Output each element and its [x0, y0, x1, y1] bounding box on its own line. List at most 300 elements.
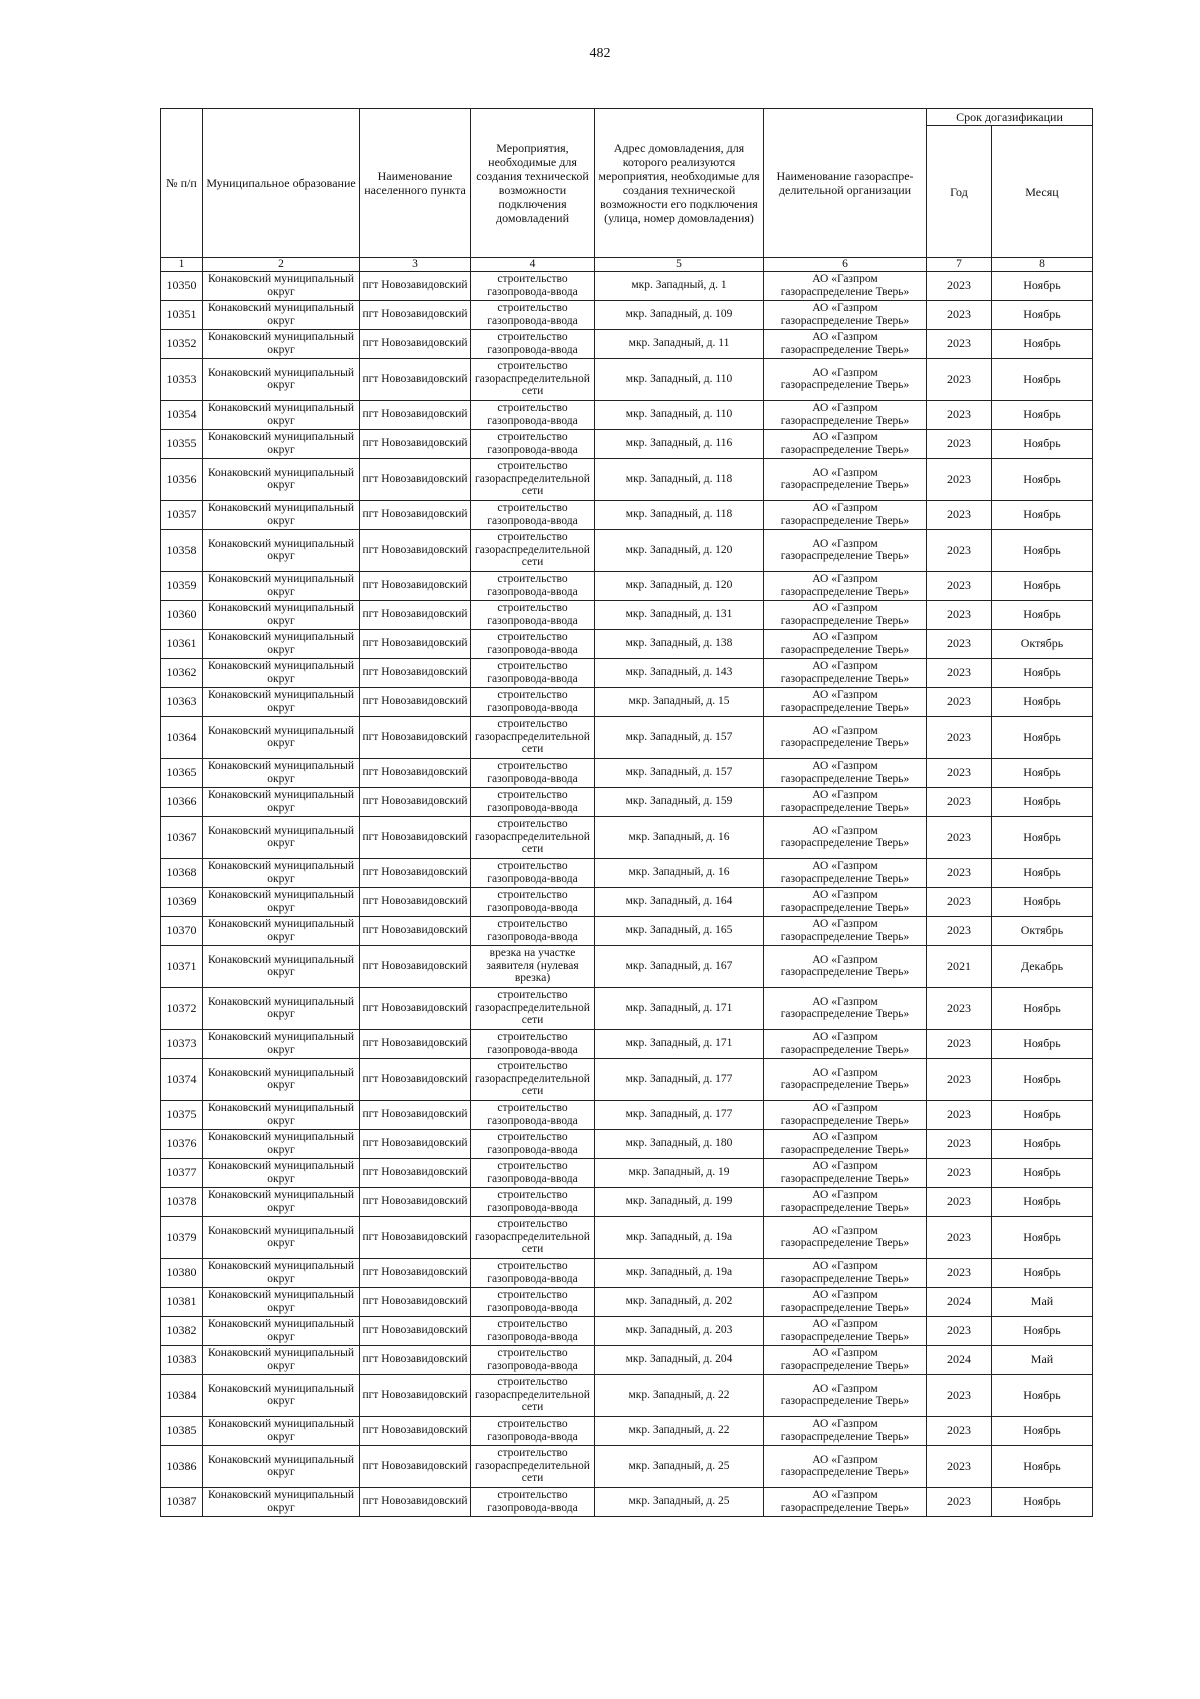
cell-organization: АО «Газпром газораспределение Тверь»: [764, 429, 927, 458]
cell-settlement: пгт Новозавидовский: [360, 429, 471, 458]
cell-municipality: Конаковский муниципальный округ: [203, 916, 360, 945]
cell-address: мкр. Западный, д. 157: [595, 716, 764, 758]
cell-row-number: 10374: [161, 1058, 203, 1100]
cell-settlement: пгт Новозавидовский: [360, 600, 471, 629]
cell-address: мкр. Западный, д. 116: [595, 429, 764, 458]
cell-municipality: Конаковский муниципальный округ: [203, 1058, 360, 1100]
cell-settlement: пгт Новозавидовский: [360, 1100, 471, 1129]
cell-month: Ноябрь: [992, 358, 1093, 400]
header-municipality: Муниципальное образование: [203, 109, 360, 258]
cell-month: Ноябрь: [992, 400, 1093, 429]
cell-address: мкр. Западный, д. 19а: [595, 1258, 764, 1287]
column-number: 3: [360, 258, 471, 272]
cell-year: 2023: [927, 1029, 992, 1058]
table-row: [161, 858, 1093, 887]
table-row: [161, 1187, 1093, 1216]
cell-settlement: пгт Новозавидовский: [360, 858, 471, 887]
cell-measure: строительство газораспределительной сети: [471, 529, 595, 571]
table-row: [161, 1058, 1093, 1100]
cell-municipality: Конаковский муниципальный округ: [203, 300, 360, 329]
cell-year: 2023: [927, 787, 992, 816]
cell-settlement: пгт Новозавидовский: [360, 1487, 471, 1516]
cell-year: 2023: [927, 458, 992, 500]
cell-settlement: пгт Новозавидовский: [360, 529, 471, 571]
cell-municipality: Конаковский муниципальный округ: [203, 1487, 360, 1516]
cell-measure: строительство газораспределительной сети: [471, 987, 595, 1029]
cell-settlement: пгт Новозавидовский: [360, 458, 471, 500]
cell-month: Ноябрь: [992, 1216, 1093, 1258]
cell-row-number: 10373: [161, 1029, 203, 1058]
cell-row-number: 10379: [161, 1216, 203, 1258]
cell-row-number: 10381: [161, 1287, 203, 1316]
cell-municipality: Конаковский муниципальный округ: [203, 529, 360, 571]
cell-measure: строительство газопровода-ввода: [471, 1258, 595, 1287]
cell-measure: строительство газопровода-ввода: [471, 1029, 595, 1058]
column-number: 7: [927, 258, 992, 272]
cell-year: 2023: [927, 816, 992, 858]
cell-address: мкр. Западный, д. 165: [595, 916, 764, 945]
cell-organization: АО «Газпром газораспределение Тверь»: [764, 529, 927, 571]
cell-month: Ноябрь: [992, 571, 1093, 600]
cell-month: Ноябрь: [992, 716, 1093, 758]
cell-organization: АО «Газпром газораспределение Тверь»: [764, 1216, 927, 1258]
cell-row-number: 10386: [161, 1445, 203, 1487]
cell-municipality: Конаковский муниципальный округ: [203, 500, 360, 529]
cell-measure: строительство газопровода-ввода: [471, 400, 595, 429]
cell-month: Ноябрь: [992, 529, 1093, 571]
cell-address: мкр. Западный, д. 157: [595, 758, 764, 787]
cell-year: 2023: [927, 271, 992, 300]
cell-row-number: 10360: [161, 600, 203, 629]
cell-measure: строительство газопровода-ввода: [471, 1129, 595, 1158]
cell-row-number: 10385: [161, 1416, 203, 1445]
cell-organization: АО «Газпром газораспределение Тверь»: [764, 1316, 927, 1345]
cell-address: мкр. Западный, д. 177: [595, 1100, 764, 1129]
cell-month: Ноябрь: [992, 300, 1093, 329]
cell-settlement: пгт Новозавидовский: [360, 1258, 471, 1287]
cell-measure: строительство газораспределительной сети: [471, 716, 595, 758]
cell-municipality: Конаковский муниципальный округ: [203, 658, 360, 687]
cell-organization: АО «Газпром газораспределение Тверь»: [764, 1100, 927, 1129]
cell-year: 2023: [927, 1187, 992, 1216]
cell-organization: АО «Газпром газораспределение Тверь»: [764, 1158, 927, 1187]
cell-row-number: 10377: [161, 1158, 203, 1187]
cell-settlement: пгт Новозавидовский: [360, 358, 471, 400]
cell-year: 2023: [927, 629, 992, 658]
cell-month: Ноябрь: [992, 687, 1093, 716]
cell-year: 2023: [927, 429, 992, 458]
cell-row-number: 10354: [161, 400, 203, 429]
cell-month: Ноябрь: [992, 1487, 1093, 1516]
table-row: [161, 816, 1093, 858]
column-number: 6: [764, 258, 927, 272]
cell-year: 2023: [927, 1216, 992, 1258]
column-number: 8: [992, 258, 1093, 272]
cell-settlement: пгт Новозавидовский: [360, 1058, 471, 1100]
cell-month: Ноябрь: [992, 816, 1093, 858]
cell-row-number: 10370: [161, 916, 203, 945]
cell-row-number: 10368: [161, 858, 203, 887]
cell-measure: строительство газопровода-ввода: [471, 329, 595, 358]
cell-year: 2024: [927, 1287, 992, 1316]
table-row: [161, 571, 1093, 600]
cell-year: 2023: [927, 987, 992, 1029]
table-row: [161, 1374, 1093, 1416]
cell-month: Ноябрь: [992, 1129, 1093, 1158]
cell-organization: АО «Газпром газораспределение Тверь»: [764, 571, 927, 600]
cell-row-number: 10382: [161, 1316, 203, 1345]
cell-row-number: 10351: [161, 300, 203, 329]
cell-measure: врезка на участке заявителя (нулевая врезка): [471, 945, 595, 987]
cell-measure: строительство газораспределительной сети: [471, 1374, 595, 1416]
cell-month: Ноябрь: [992, 271, 1093, 300]
cell-year: 2023: [927, 358, 992, 400]
table-body: [161, 271, 1093, 1516]
cell-measure: строительство газораспределительной сети: [471, 358, 595, 400]
cell-month: Ноябрь: [992, 1058, 1093, 1100]
cell-settlement: пгт Новозавидовский: [360, 1158, 471, 1187]
cell-measure: строительство газопровода-ввода: [471, 658, 595, 687]
cell-organization: АО «Газпром газораспределение Тверь»: [764, 358, 927, 400]
table-row: [161, 458, 1093, 500]
column-number: 1: [161, 258, 203, 272]
header-year: Год: [927, 126, 992, 258]
header-no: № п/п: [161, 109, 203, 258]
cell-month: Ноябрь: [992, 887, 1093, 916]
cell-address: мкр. Западный, д. 143: [595, 658, 764, 687]
cell-measure: строительство газопровода-ввода: [471, 787, 595, 816]
cell-organization: АО «Газпром газораспределение Тверь»: [764, 1287, 927, 1316]
cell-address: мкр. Западный, д. 167: [595, 945, 764, 987]
cell-address: мкр. Западный, д. 203: [595, 1316, 764, 1345]
table-row: [161, 687, 1093, 716]
cell-year: 2023: [927, 916, 992, 945]
cell-address: мкр. Западный, д. 110: [595, 400, 764, 429]
cell-month: Октябрь: [992, 916, 1093, 945]
cell-row-number: 10375: [161, 1100, 203, 1129]
cell-month: Ноябрь: [992, 1416, 1093, 1445]
cell-month: Ноябрь: [992, 658, 1093, 687]
cell-organization: АО «Газпром газораспределение Тверь»: [764, 600, 927, 629]
cell-municipality: Конаковский муниципальный округ: [203, 1374, 360, 1416]
cell-month: Ноябрь: [992, 500, 1093, 529]
cell-municipality: Конаковский муниципальный округ: [203, 1416, 360, 1445]
cell-organization: АО «Газпром газораспределение Тверь»: [764, 945, 927, 987]
column-number: 2: [203, 258, 360, 272]
cell-row-number: 10380: [161, 1258, 203, 1287]
cell-year: 2023: [927, 1158, 992, 1187]
cell-row-number: 10366: [161, 787, 203, 816]
cell-municipality: Конаковский муниципальный округ: [203, 1316, 360, 1345]
cell-organization: АО «Газпром газораспределение Тверь»: [764, 271, 927, 300]
table-row: [161, 1287, 1093, 1316]
cell-row-number: 10371: [161, 945, 203, 987]
cell-address: мкр. Западный, д. 180: [595, 1129, 764, 1158]
cell-year: 2023: [927, 1487, 992, 1516]
cell-municipality: Конаковский муниципальный округ: [203, 1100, 360, 1129]
cell-organization: АО «Газпром газораспределение Тверь»: [764, 858, 927, 887]
cell-year: 2023: [927, 658, 992, 687]
cell-address: мкр. Западный, д. 19: [595, 1158, 764, 1187]
table-row: [161, 1345, 1093, 1374]
cell-month: Ноябрь: [992, 1029, 1093, 1058]
cell-year: 2023: [927, 600, 992, 629]
cell-month: Май: [992, 1287, 1093, 1316]
cell-settlement: пгт Новозавидовский: [360, 1445, 471, 1487]
cell-municipality: Конаковский муниципальный округ: [203, 600, 360, 629]
cell-settlement: пгт Новозавидовский: [360, 1345, 471, 1374]
cell-measure: строительство газопровода-ввода: [471, 500, 595, 529]
cell-measure: строительство газопровода-ввода: [471, 1416, 595, 1445]
cell-address: мкр. Западный, д. 25: [595, 1487, 764, 1516]
cell-organization: АО «Газпром газораспределение Тверь»: [764, 1258, 927, 1287]
cell-organization: АО «Газпром газораспределение Тверь»: [764, 758, 927, 787]
cell-year: 2023: [927, 1374, 992, 1416]
cell-month: Ноябрь: [992, 600, 1093, 629]
cell-year: 2021: [927, 945, 992, 987]
cell-year: 2024: [927, 1345, 992, 1374]
cell-organization: АО «Газпром газораспределение Тверь»: [764, 500, 927, 529]
cell-organization: АО «Газпром газораспределение Тверь»: [764, 987, 927, 1029]
cell-settlement: пгт Новозавидовский: [360, 887, 471, 916]
cell-municipality: Конаковский муниципальный округ: [203, 887, 360, 916]
cell-address: мкр. Западный, д. 25: [595, 1445, 764, 1487]
cell-measure: строительство газопровода-ввода: [471, 858, 595, 887]
cell-address: мкр. Западный, д. 118: [595, 500, 764, 529]
table-row: [161, 916, 1093, 945]
cell-municipality: Конаковский муниципальный округ: [203, 1258, 360, 1287]
cell-municipality: Конаковский муниципальный округ: [203, 716, 360, 758]
table-row: [161, 429, 1093, 458]
cell-year: 2023: [927, 1058, 992, 1100]
table-row: [161, 787, 1093, 816]
table-row: [161, 1316, 1093, 1345]
cell-month: Ноябрь: [992, 1316, 1093, 1345]
cell-address: мкр. Западный, д. 22: [595, 1416, 764, 1445]
cell-address: мкр. Западный, д. 16: [595, 858, 764, 887]
table-row: [161, 358, 1093, 400]
cell-month: Октябрь: [992, 629, 1093, 658]
cell-municipality: Конаковский муниципальный округ: [203, 1445, 360, 1487]
cell-row-number: 10369: [161, 887, 203, 916]
cell-address: мкр. Западный, д. 22: [595, 1374, 764, 1416]
cell-organization: АО «Газпром газораспределение Тверь»: [764, 816, 927, 858]
cell-measure: строительство газопровода-ввода: [471, 887, 595, 916]
cell-address: мкр. Западный, д. 171: [595, 1029, 764, 1058]
cell-settlement: пгт Новозавидовский: [360, 658, 471, 687]
cell-year: 2023: [927, 500, 992, 529]
cell-municipality: Конаковский муниципальный округ: [203, 1187, 360, 1216]
table-row: [161, 400, 1093, 429]
cell-month: Ноябрь: [992, 987, 1093, 1029]
cell-settlement: пгт Новозавидовский: [360, 1129, 471, 1158]
cell-municipality: Конаковский муниципальный округ: [203, 1345, 360, 1374]
cell-measure: строительство газораспределительной сети: [471, 1216, 595, 1258]
table-row: [161, 1129, 1093, 1158]
cell-municipality: Конаковский муниципальный округ: [203, 945, 360, 987]
header-organization: Наименование газораспре-делительной организации: [764, 109, 927, 258]
cell-row-number: 10372: [161, 987, 203, 1029]
cell-municipality: Конаковский муниципальный округ: [203, 400, 360, 429]
cell-year: 2023: [927, 1258, 992, 1287]
cell-month: Ноябрь: [992, 1100, 1093, 1129]
cell-row-number: 10384: [161, 1374, 203, 1416]
cell-row-number: 10352: [161, 329, 203, 358]
cell-row-number: 10383: [161, 1345, 203, 1374]
table-row: [161, 987, 1093, 1029]
cell-settlement: пгт Новозавидовский: [360, 816, 471, 858]
cell-month: Ноябрь: [992, 858, 1093, 887]
cell-row-number: 10361: [161, 629, 203, 658]
cell-settlement: пгт Новозавидовский: [360, 945, 471, 987]
cell-organization: АО «Газпром газораспределение Тверь»: [764, 1187, 927, 1216]
cell-month: Ноябрь: [992, 758, 1093, 787]
cell-address: мкр. Западный, д. 110: [595, 358, 764, 400]
cell-settlement: пгт Новозавидовский: [360, 1416, 471, 1445]
cell-measure: строительство газопровода-ввода: [471, 1287, 595, 1316]
cell-measure: строительство газопровода-ввода: [471, 271, 595, 300]
cell-row-number: 10364: [161, 716, 203, 758]
page-number: 482: [589, 46, 611, 61]
cell-organization: АО «Газпром газораспределение Тверь»: [764, 300, 927, 329]
cell-year: 2023: [927, 758, 992, 787]
cell-measure: строительство газопровода-ввода: [471, 1158, 595, 1187]
cell-address: мкр. Западный, д. 138: [595, 629, 764, 658]
cell-address: мкр. Западный, д. 120: [595, 529, 764, 571]
cell-municipality: Конаковский муниципальный округ: [203, 1129, 360, 1158]
header-settlement: Наименование населенного пункта: [360, 109, 471, 258]
table-row: [161, 1258, 1093, 1287]
cell-month: Ноябрь: [992, 458, 1093, 500]
table-row: [161, 1216, 1093, 1258]
cell-settlement: пгт Новозавидовский: [360, 1216, 471, 1258]
table-row: [161, 1100, 1093, 1129]
cell-measure: строительство газопровода-ввода: [471, 1345, 595, 1374]
cell-settlement: пгт Новозавидовский: [360, 400, 471, 429]
table-row: [161, 716, 1093, 758]
cell-address: мкр. Западный, д. 120: [595, 571, 764, 600]
gasification-table: [160, 108, 1093, 1517]
cell-municipality: Конаковский муниципальный округ: [203, 758, 360, 787]
cell-measure: строительство газораспределительной сети: [471, 1445, 595, 1487]
cell-year: 2023: [927, 1100, 992, 1129]
cell-address: мкр. Западный, д. 131: [595, 600, 764, 629]
table-row: [161, 629, 1093, 658]
cell-municipality: Конаковский муниципальный округ: [203, 816, 360, 858]
cell-row-number: 10365: [161, 758, 203, 787]
cell-organization: АО «Газпром газораспределение Тверь»: [764, 1416, 927, 1445]
table-row: [161, 500, 1093, 529]
cell-row-number: 10353: [161, 358, 203, 400]
cell-municipality: Конаковский муниципальный округ: [203, 429, 360, 458]
cell-address: мкр. Западный, д. 19а: [595, 1216, 764, 1258]
column-number: 4: [471, 258, 595, 272]
cell-measure: строительство газопровода-ввода: [471, 600, 595, 629]
cell-settlement: пгт Новозавидовский: [360, 916, 471, 945]
table-row: [161, 600, 1093, 629]
cell-organization: АО «Газпром газораспределение Тверь»: [764, 716, 927, 758]
table-row: [161, 1029, 1093, 1058]
cell-address: мкр. Западный, д. 159: [595, 787, 764, 816]
cell-measure: строительство газопровода-ввода: [471, 687, 595, 716]
header-measures: Мероприятия, необходимые для создания технической возможности подключения домовладений: [471, 109, 595, 258]
column-number: 5: [595, 258, 764, 272]
table-row: [161, 300, 1093, 329]
cell-municipality: Конаковский муниципальный округ: [203, 787, 360, 816]
cell-settlement: пгт Новозавидовский: [360, 1029, 471, 1058]
cell-year: 2023: [927, 716, 992, 758]
table-row: [161, 271, 1093, 300]
cell-month: Ноябрь: [992, 1158, 1093, 1187]
cell-municipality: Конаковский муниципальный округ: [203, 1216, 360, 1258]
cell-municipality: Конаковский муниципальный округ: [203, 858, 360, 887]
cell-year: 2023: [927, 571, 992, 600]
cell-measure: строительство газораспределительной сети: [471, 458, 595, 500]
cell-row-number: 10363: [161, 687, 203, 716]
cell-municipality: Конаковский муниципальный округ: [203, 987, 360, 1029]
cell-settlement: пгт Новозавидовский: [360, 500, 471, 529]
cell-organization: АО «Газпром газораспределение Тверь»: [764, 1374, 927, 1416]
cell-year: 2023: [927, 1129, 992, 1158]
cell-address: мкр. Западный, д. 1: [595, 271, 764, 300]
cell-municipality: Конаковский муниципальный округ: [203, 1158, 360, 1187]
cell-month: Декабрь: [992, 945, 1093, 987]
cell-year: 2023: [927, 300, 992, 329]
cell-organization: АО «Газпром газораспределение Тверь»: [764, 329, 927, 358]
cell-row-number: 10358: [161, 529, 203, 571]
header-address: Адрес домовладения, для которого реализуются мероприятия, необходимые для создания технической возможности его подключения (улица, номер домовладения): [595, 109, 764, 258]
table-row: [161, 658, 1093, 687]
cell-month: Ноябрь: [992, 329, 1093, 358]
cell-row-number: 10378: [161, 1187, 203, 1216]
cell-year: 2023: [927, 887, 992, 916]
cell-measure: строительство газопровода-ввода: [471, 1487, 595, 1516]
cell-row-number: 10350: [161, 271, 203, 300]
cell-settlement: пгт Новозавидовский: [360, 787, 471, 816]
cell-month: Ноябрь: [992, 1445, 1093, 1487]
cell-month: Май: [992, 1345, 1093, 1374]
cell-year: 2023: [927, 1416, 992, 1445]
cell-row-number: 10356: [161, 458, 203, 500]
cell-address: мкр. Западный, д. 15: [595, 687, 764, 716]
header-month: Месяц: [992, 126, 1093, 258]
cell-row-number: 10367: [161, 816, 203, 858]
cell-row-number: 10387: [161, 1487, 203, 1516]
cell-municipality: Конаковский муниципальный округ: [203, 1287, 360, 1316]
cell-row-number: 10355: [161, 429, 203, 458]
cell-settlement: пгт Новозавидовский: [360, 271, 471, 300]
cell-address: мкр. Западный, д. 204: [595, 1345, 764, 1374]
cell-year: 2023: [927, 1316, 992, 1345]
table-row: [161, 1416, 1093, 1445]
cell-municipality: Конаковский муниципальный округ: [203, 458, 360, 500]
table-row: [161, 1445, 1093, 1487]
cell-municipality: Конаковский муниципальный округ: [203, 687, 360, 716]
cell-settlement: пгт Новозавидовский: [360, 687, 471, 716]
table-row: [161, 945, 1093, 987]
cell-address: мкр. Западный, д. 164: [595, 887, 764, 916]
table-row: [161, 329, 1093, 358]
cell-organization: АО «Газпром газораспределение Тверь»: [764, 400, 927, 429]
cell-year: 2023: [927, 687, 992, 716]
cell-municipality: Конаковский муниципальный округ: [203, 571, 360, 600]
cell-year: 2023: [927, 529, 992, 571]
cell-municipality: Конаковский муниципальный округ: [203, 329, 360, 358]
column-number-row: [161, 258, 1093, 272]
cell-month: Ноябрь: [992, 1258, 1093, 1287]
cell-row-number: 10357: [161, 500, 203, 529]
cell-settlement: пгт Новозавидовский: [360, 758, 471, 787]
